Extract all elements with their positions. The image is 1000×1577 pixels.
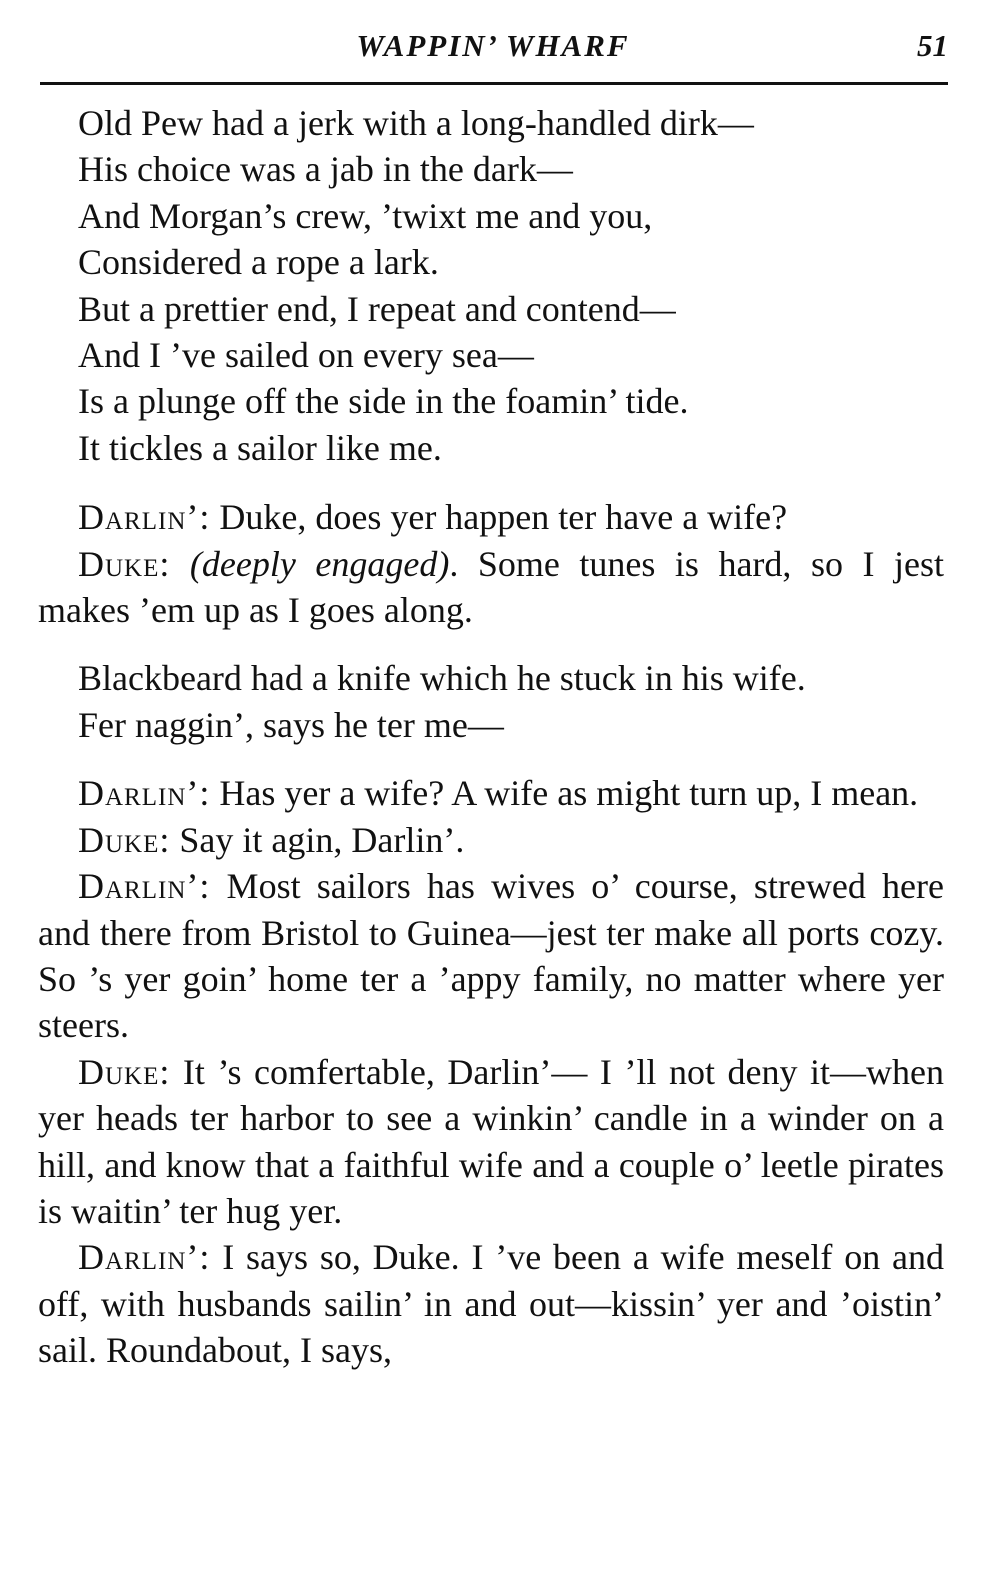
dialogue-speech (38, 863, 944, 1049)
speaker-name: Darlin’: (78, 866, 211, 907)
verse-line: And I ’ve sailed on every sea— (78, 335, 534, 376)
speech-spacer (170, 544, 190, 584)
speech-text: Say it agin, Darlin’. (170, 819, 465, 860)
header-rule (40, 82, 948, 85)
verse-line: Considered a rope a lark. (78, 242, 439, 283)
verse-line: Blackbeard had a knife which he stuck in his wife. (78, 658, 806, 699)
verse-line: Fer naggin’, says he ter me— (78, 704, 504, 745)
dialogue-speech (38, 1234, 944, 1373)
song-verse (38, 655, 944, 748)
dialogue-speech (38, 817, 944, 863)
verse-line: Old Pew had a jerk with a long-handled dirk— (78, 103, 754, 143)
verse-line: And Morgan’s crew, ’twixt me and you, (78, 195, 653, 236)
page-number: 51 (917, 28, 948, 63)
page-header (38, 28, 948, 74)
speech-text: Duke, does yer happen ter have a wife? (210, 497, 788, 538)
dialogue-speech (38, 1049, 944, 1235)
dialogue-speech (38, 770, 944, 816)
speech-text: . Some tunes is hard, so I jest makes ’em up as I goes along. (38, 543, 944, 631)
body-text (38, 100, 944, 1374)
speaker-name: Darlin’: (78, 1237, 211, 1278)
speaker-name: Darlin’: (78, 497, 211, 538)
verse-line: His choice was a jab in the dark— (78, 149, 573, 190)
speaker-name: Duke: (78, 543, 171, 584)
song-verse (38, 100, 944, 471)
speech-text: It ’s comfertable, Darlin’— I ’ll not deny it—when yer heads ter harbor to see a winkin’ candle in a winder on a hill, and know that a faithful wife and a couple o’ leetle pirates is waitin’ ter hug yer. (38, 1051, 944, 1231)
speaker-name: Duke: (78, 819, 171, 860)
speaker-name: Darlin’: (78, 773, 211, 814)
stage-direction: (deeply engaged) (189, 543, 450, 584)
running-title: WAPPIN’ WHARF (356, 28, 630, 63)
dialogue-speech (38, 494, 944, 540)
verse-line: It tickles a sailor like me. (78, 427, 442, 468)
dialogue-speech (38, 541, 944, 634)
speech-text: Has yer a wife? A wife as might turn up, I mean. (210, 773, 919, 814)
speech-text: I says so, Duke. I ’ve been a wife meself on and off, with husbands sailin’ in and out—kissin’ yer and ’oistin’ sail. Roundabout, I says, (38, 1237, 944, 1371)
speaker-name: Duke: (78, 1051, 171, 1092)
speech-text: Most sailors has wives o’ course, strewed here and there from Bristol to Guinea—jest ter make all ports cozy. So ’s yer goin’ home ter a ’appy family, no matter where yer steers. (38, 866, 944, 1046)
verse-line: Is a plunge off the side in the foamin’ tide. (78, 381, 689, 422)
verse-line: But a prettier end, I repeat and contend— (78, 288, 676, 329)
